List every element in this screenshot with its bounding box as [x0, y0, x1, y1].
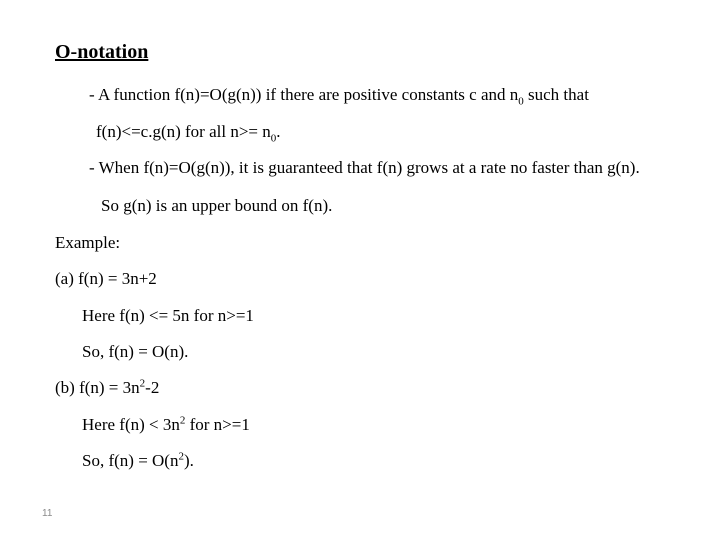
example-b-text: (b) f(n) = 3n [55, 378, 140, 397]
example-b-text: Here f(n) < 3n [82, 415, 180, 434]
page-title: O-notation [55, 41, 149, 63]
definition-line-1 [89, 85, 589, 108]
example-b-text: So, f(n) = O(n [82, 451, 179, 470]
example-b-text: -2 [145, 378, 160, 397]
example-a-so: So, f(n) = O(n). [82, 342, 189, 361]
example-a-here: Here f(n) <= 5n for n>=1 [82, 306, 254, 325]
example-label: Example: [55, 233, 121, 252]
superscript: 2 [178, 450, 184, 463]
definition-line-4: So g(n) is an upper bound on f(n). [101, 196, 333, 215]
example-a-label: (a) f(n) = 3n+2 [55, 269, 157, 288]
example-b-here [82, 415, 250, 435]
definition-text: f(n)<=c.g(n) for all n>= n [96, 122, 271, 141]
definition-text: - A function f(n)=O(g(n)) if there are positive constants c and n [89, 85, 519, 104]
superscript: 2 [179, 414, 186, 427]
slide-number: 11 [42, 508, 53, 519]
subscript: 0 [270, 132, 277, 145]
example-b-so [82, 451, 194, 471]
definition-line-3: - When f(n)=O(g(n)), it is guaranteed that f(n) grows at a rate no faster than g(n). [89, 158, 640, 177]
subscript: 0 [518, 95, 524, 108]
example-b-text: ). [183, 451, 194, 470]
example-b-label [55, 378, 159, 398]
definition-text: . [276, 122, 281, 141]
example-b-text: for n>=1 [185, 415, 250, 434]
superscript: 2 [139, 377, 146, 390]
definition-line-2 [96, 122, 281, 145]
definition-text: such that [523, 85, 589, 104]
